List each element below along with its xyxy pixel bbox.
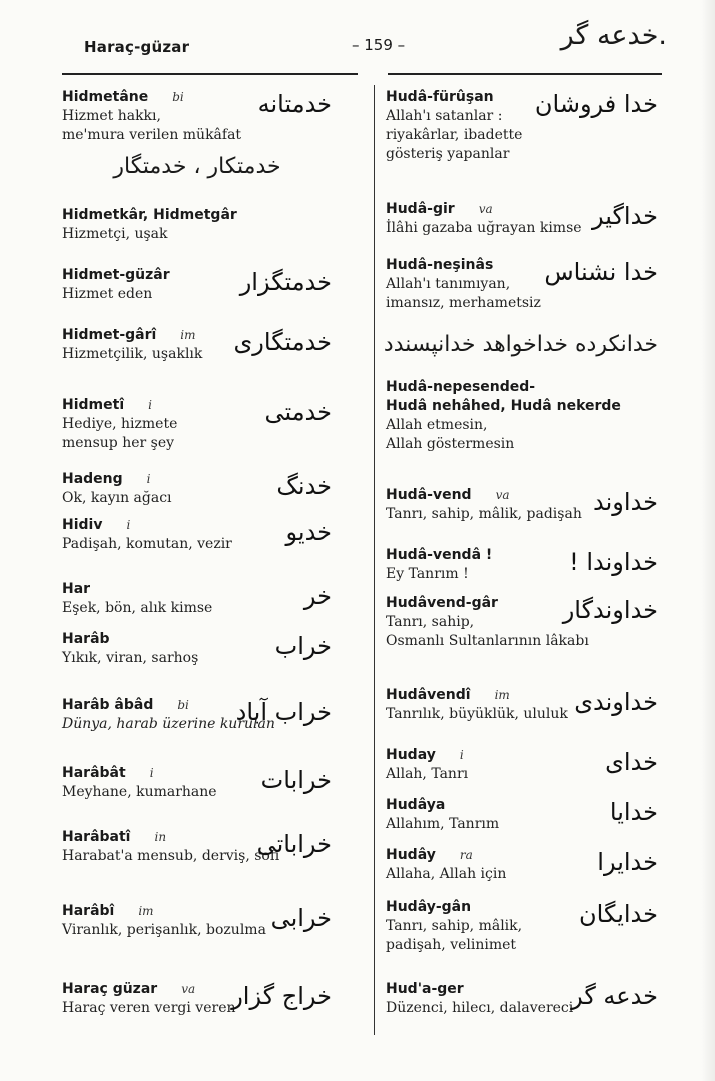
- entry-arabic: خدیو: [285, 518, 332, 546]
- part-of-speech: im: [180, 328, 196, 342]
- entry-arabic: خداگیر: [591, 202, 658, 230]
- entry-arabic: خداوندا !: [569, 548, 658, 576]
- entry-arabic: خداوند: [593, 488, 658, 516]
- header-rule-right: [388, 73, 662, 75]
- arabic-variants-line: [383, 328, 658, 362]
- entry-arabic: خراب آباد: [235, 698, 332, 726]
- arabic-variants-line: [62, 150, 332, 184]
- entry-arabic: خراب: [274, 632, 332, 660]
- headword-text: Hudâ-vend: [386, 487, 472, 503]
- dictionary-entry: [62, 696, 332, 734]
- entry-definition: Eşek, bön, alık kimse: [62, 600, 213, 616]
- headword-text: Harâbatî: [62, 829, 131, 845]
- dictionary-entry: [62, 764, 332, 802]
- part-of-speech: bi: [172, 90, 184, 104]
- headword-text: Hidmet-güzâr: [62, 267, 170, 283]
- dictionary-entry: [386, 796, 658, 834]
- part-of-speech: in: [154, 830, 167, 844]
- headword-text: Hidmetî: [62, 397, 125, 413]
- part-of-speech: va: [478, 202, 493, 216]
- dictionary-entry: [62, 266, 332, 304]
- entry-definition: İlâhi gazaba uğrayan kimse: [386, 220, 582, 236]
- dictionary-entry: [62, 630, 332, 668]
- entry-arabic: خدایرا: [597, 848, 658, 876]
- headword-text: Hudâvend-gâr: [386, 595, 498, 611]
- part-of-speech: i: [146, 472, 151, 486]
- header-rule-left: [62, 73, 358, 75]
- headword-text: Hidmet-gârî: [62, 327, 157, 343]
- dictionary-entry: [386, 378, 658, 454]
- part-of-speech: im: [138, 904, 154, 918]
- dictionary-entry: [386, 546, 658, 584]
- page-number: – 159 –: [352, 36, 406, 54]
- dictionary-entry: [62, 206, 332, 244]
- dictionary-entry: [62, 980, 332, 1018]
- headword-text: Huday: [386, 747, 436, 763]
- entry-arabic: خدعه گر: [571, 982, 658, 1010]
- entry-arabic: خدایا: [609, 798, 658, 826]
- entry-arabic: خدنگ: [276, 472, 332, 500]
- headword-text: Hidmetkâr, Hidmetgâr: [62, 207, 237, 223]
- headword-text: Harâbî: [62, 903, 115, 919]
- entry-arabic: خدمتانه: [257, 90, 332, 118]
- entry-arabic: خدمتگاری: [233, 328, 332, 356]
- entry-arabic: خدمتی: [264, 398, 332, 426]
- dictionary-entry: [386, 980, 658, 1018]
- entry-definition: Hizmet eden: [62, 286, 153, 302]
- entry-definition: Ok, kayın ağacı: [62, 490, 172, 506]
- dictionary-entry: [62, 516, 332, 554]
- headword-text: Harâb âbâd: [62, 697, 154, 713]
- headword-text: Harâbât: [62, 765, 126, 781]
- dictionary-entry: [62, 396, 332, 453]
- part-of-speech: va: [181, 982, 196, 996]
- entry-definition: Yıkık, viran, sarhoş: [62, 650, 199, 666]
- headword-text: Hudâvendî: [386, 687, 471, 703]
- entry-definition: Tanrılık, büyüklük, ululuk: [386, 706, 568, 722]
- entry-definition: Haraç veren vergi veren: [62, 1000, 236, 1016]
- headword-text: Hud'a-ger: [386, 981, 464, 997]
- dictionary-entry: [62, 580, 332, 618]
- entry-definition: Dünya, harab üzerine kurulan: [62, 716, 275, 732]
- entry-arabic: خداوندگار: [562, 596, 658, 624]
- headword-text: Hadeng: [62, 471, 123, 487]
- entry-arabic: خر: [303, 582, 332, 610]
- part-of-speech: i: [148, 398, 152, 412]
- headword-text: Hidmetâne: [62, 89, 149, 105]
- entry-definition: Hizmetçilik, uşaklık: [62, 346, 203, 362]
- scan-edge-shadow: [701, 0, 715, 1081]
- entry-definition: Allah'ı satanlar : riyakârlar, ibadette gösteriş yapanlar: [386, 108, 523, 162]
- entry-arabic: خدمتكار ، خدمتگار: [113, 154, 281, 179]
- dictionary-entry: [386, 746, 658, 784]
- entry-definition: Allahım, Tanrım: [386, 816, 500, 832]
- column-divider: [374, 85, 375, 1035]
- running-head-arabic: خدعه گر.: [560, 20, 667, 51]
- dictionary-entry: [62, 326, 332, 364]
- entry-definition: Viranlık, perişanlık, bozulma: [62, 922, 266, 938]
- headword-text: Hudâ-vendâ !: [386, 547, 493, 563]
- dictionary-entry: [386, 846, 658, 884]
- entry-arabic: خدانكرده خداخواهد خدانپسندد: [383, 332, 658, 357]
- entry-definition: Meyhane, kumarhane: [62, 784, 217, 800]
- entry-headword: [386, 378, 658, 416]
- headword-text: Harâb: [62, 631, 110, 647]
- dictionary-entry: [386, 594, 658, 651]
- headword-text: Hudâ-fürûşan: [386, 89, 494, 105]
- entry-definition: Hizmet hakkı, me'mura verilen mükâfat: [62, 108, 242, 143]
- entry-arabic: خدمتگزار: [239, 268, 332, 296]
- headword-text: Hudâ-gir: [386, 201, 455, 217]
- part-of-speech: va: [495, 488, 510, 502]
- dictionary-entry: [62, 828, 332, 866]
- dictionary-entry: [62, 470, 332, 508]
- dictionary-entry: [386, 88, 658, 164]
- dictionary-entry: [62, 88, 332, 145]
- entry-definition: Allah, Tanrı: [386, 766, 469, 782]
- headword-text: Haraç güzar: [62, 981, 158, 997]
- part-of-speech: im: [494, 688, 510, 702]
- entry-definition: Tanrı, sahip, mâlik, padişah, velinimet: [386, 918, 523, 953]
- entry-arabic: خدا فروشان: [534, 90, 658, 118]
- headword-text: Hudâya: [386, 797, 446, 813]
- part-of-speech: i: [149, 766, 154, 780]
- entry-definition: Tanrı, sahip, mâlik, padişah: [386, 506, 582, 522]
- dictionary-entry: [62, 902, 332, 940]
- headword-text: Hudây-gân: [386, 899, 472, 915]
- headword-text: Har: [62, 581, 91, 597]
- entry-arabic: خرابات: [260, 766, 332, 794]
- entry-definition: Allah etmesin, Allah göstermesin: [386, 417, 515, 452]
- entry-arabic: خداوندی: [574, 688, 658, 716]
- part-of-speech: i: [126, 518, 131, 532]
- entry-definition: Hediye, hizmete mensup her şey: [62, 416, 178, 451]
- entry-definition: Harabat'a mensub, derviş, sofi: [62, 848, 280, 864]
- headword-text: Hudâ-nepesended- Hudâ nehâhed, Hudâ nekerde: [386, 379, 621, 414]
- entry-definition: Hizmetçi, uşak: [62, 226, 168, 242]
- entry-definition: Ey Tanrım !: [386, 566, 469, 582]
- entry-arabic: خرابی: [270, 904, 332, 932]
- entry-arabic: خدای: [605, 748, 658, 776]
- part-of-speech: i: [459, 748, 464, 762]
- entry-definition: Allah'ı tanımıyan, imansız, merhametsiz: [386, 276, 541, 311]
- entry-definition: Tanrı, sahip, Osmanlı Sultanlarının lâkabı: [386, 614, 589, 649]
- dictionary-entry: [386, 256, 658, 313]
- entry-arabic: خراج گزار: [231, 982, 332, 1010]
- headword-text: Hudâ-neşinâs: [386, 257, 494, 273]
- dictionary-entry: [386, 200, 658, 238]
- dictionary-entry: [386, 898, 658, 955]
- entry-definition: Düzenci, hilecı, dalavereci: [386, 1000, 574, 1016]
- entry-definition: Allaha, Allah için: [386, 866, 507, 882]
- entry-arabic: خراباتی: [256, 830, 332, 858]
- headword-text: Hidiv: [62, 517, 103, 533]
- part-of-speech: bi: [177, 698, 189, 712]
- entry-headword: [62, 206, 332, 225]
- headword-text: Hudây: [386, 847, 436, 863]
- entry-arabic: خدا نشناس: [544, 258, 658, 286]
- running-head-left: Haraç-güzar: [84, 38, 190, 56]
- entry-arabic: خدایگان: [579, 900, 658, 928]
- dictionary-entry: [386, 686, 658, 724]
- dictionary-entry: [386, 486, 658, 524]
- part-of-speech: ra: [459, 848, 473, 862]
- entry-definition: Padişah, komutan, vezir: [62, 536, 232, 552]
- entry-headword: [62, 580, 332, 599]
